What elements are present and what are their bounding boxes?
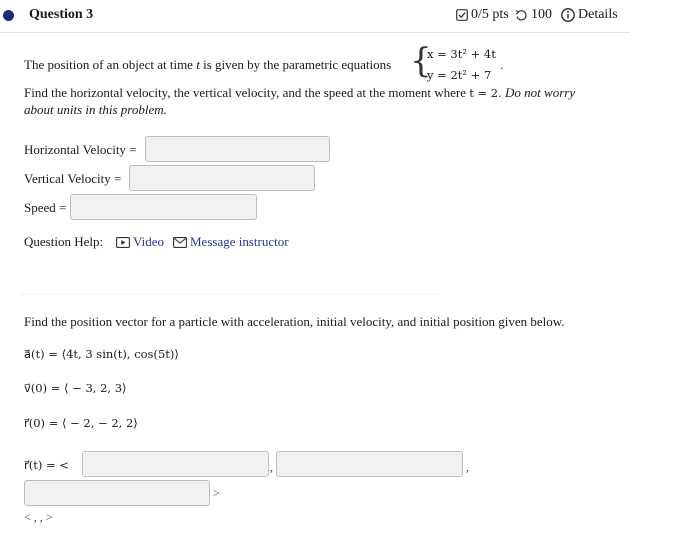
equation-end: .	[500, 58, 504, 72]
initial-velocity-equation: v⃗(0) = ⟨ − 3, 2, 3⟩	[24, 381, 127, 395]
position-z-input[interactable]	[24, 480, 210, 506]
comma-2: ,	[466, 460, 469, 474]
attempts-indicator	[515, 7, 552, 23]
speed-label: Speed =	[24, 200, 67, 215]
question-status-dot	[3, 10, 14, 21]
position-x-input[interactable]	[82, 451, 269, 477]
position-y-input[interactable]	[276, 451, 463, 477]
prompt-prefix: The position of an object at time	[24, 57, 193, 72]
position-vector-label: r⃗(t) = <	[24, 458, 69, 472]
prompt-line	[24, 56, 391, 73]
equation-x: x = 3t² + 4t	[427, 47, 496, 61]
details-button[interactable]	[561, 7, 618, 23]
vertical-velocity-input[interactable]	[129, 165, 315, 191]
closing-bracket: >	[213, 486, 220, 500]
points-text: 0/5 pts	[471, 7, 509, 22]
speed-input[interactable]	[70, 194, 257, 220]
instruction-condition: t = 2.	[469, 86, 502, 100]
equation-y: y = 2t² + 7	[427, 68, 492, 82]
video-help-link[interactable]	[116, 234, 164, 250]
question-title: Question 3	[29, 7, 94, 22]
note-text-1: Do not worry	[505, 85, 576, 100]
answer-preview: < , , >	[24, 510, 53, 524]
question-divider	[20, 294, 440, 295]
message-instructor-link[interactable]	[173, 234, 289, 250]
horizontal-velocity-input[interactable]	[145, 136, 330, 162]
acceleration-equation: a⃗(t) = ⟨4t, 3 sin(t), cos(5t)⟩	[24, 347, 179, 361]
prompt-variable: t	[196, 57, 200, 72]
note-text-2: about units in this problem.	[24, 102, 167, 117]
video-icon	[116, 237, 130, 248]
instruction-text: Find the horizontal velocity, the vertical velocity, and the speed at the moment where	[24, 85, 466, 100]
initial-position-equation: r⃗(0) = ⟨ − 2, − 2, 2⟩	[24, 416, 138, 430]
attempts-text: 100	[531, 7, 552, 22]
info-icon	[561, 8, 575, 22]
vertical-velocity-label: Vertical Velocity =	[24, 171, 122, 186]
checkbox-icon	[456, 9, 468, 21]
question2-prompt: Find the position vector for a particle with acceleration, initial velocity, and initial position given below.	[24, 314, 565, 329]
points-indicator	[456, 7, 509, 23]
comma-1: ,	[270, 460, 273, 474]
note-line	[24, 101, 167, 118]
horizontal-velocity-label: Horizontal Velocity =	[24, 142, 137, 157]
retry-icon	[515, 9, 528, 22]
question-help-label: Question Help:	[24, 234, 104, 249]
details-label: Details	[578, 7, 618, 22]
message-link-text: Message instructor	[190, 234, 289, 249]
mail-icon	[173, 237, 187, 248]
prompt-suffix: is given by the parametric equations	[203, 57, 392, 72]
video-link-text: Video	[133, 234, 164, 249]
system-brace: {	[410, 41, 432, 81]
instruction-line	[24, 84, 634, 102]
